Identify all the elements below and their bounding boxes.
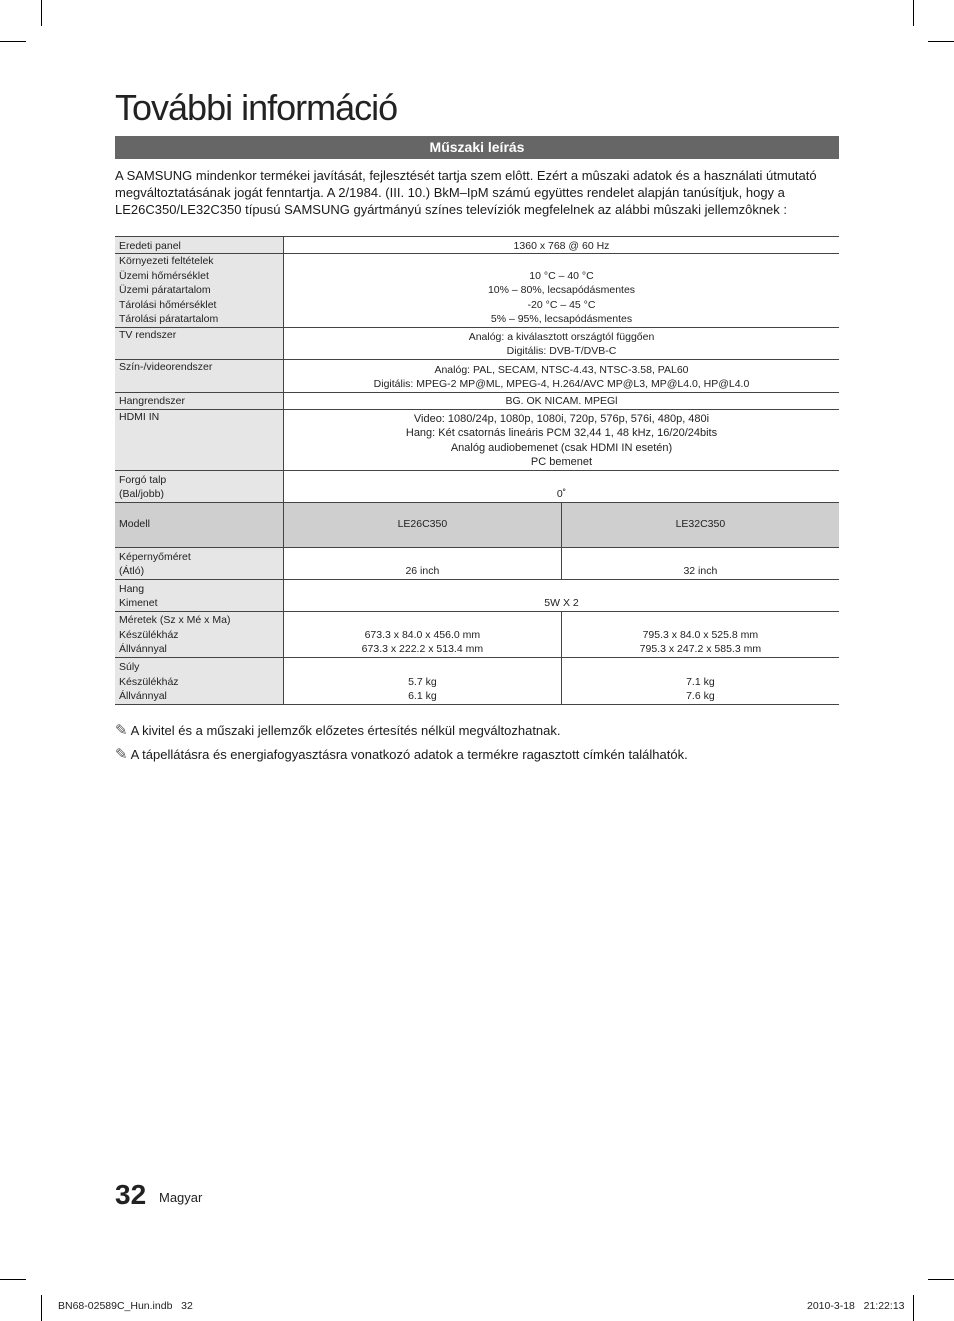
spec-value: 673.3 x 84.0 x 456.0 mm 673.3 x 222.2 x 513.4 mm (284, 611, 562, 657)
file-info: BN68-02589C_Hun.indb 32 (58, 1300, 193, 1312)
table-row (115, 392, 839, 409)
model-name: LE32C350 (561, 502, 839, 547)
note-text: A kivitel és a műszaki jellemzők előzetes értesítés nélkül megváltozhatnak. (130, 723, 561, 738)
pencil-icon: ✎ (115, 722, 128, 739)
page-title: További információ (115, 87, 398, 128)
table-row (115, 502, 839, 547)
spec-value: Video: 1080/24p, 1080p, 1080i, 720p, 576p, 576i, 480p, 480i Hang: Két csatornás lineáris PCM 32,44 1, 48 kHz, 16/20/24bits Analóg audiobemenet (csak HDMI IN esetén) PC bemenet (405, 412, 718, 468)
spec-label: Környezeti feltételek Üzemi hőmérséklet Üzemi páratartalom Tárolási hőmérséklet Tárolási páratartalom (115, 254, 284, 328)
table-row (115, 470, 839, 502)
crop-mark (41, 0, 42, 26)
table-row (115, 237, 839, 254)
spec-table (115, 236, 839, 705)
spec-value: 32 inch (683, 565, 718, 577)
crop-mark (913, 0, 914, 26)
spec-value: BG. OK NICAM. MPEGl (505, 395, 618, 407)
model-name: LE26C350 (284, 502, 562, 547)
table-row (115, 611, 839, 657)
spec-value: 10 °C – 40 °C 10% – 80%, lecsapódásmentes -20 °C – 45 °C 5% – 95%, lecsapódásmentes (487, 269, 636, 325)
table-row (115, 254, 839, 328)
spec-value: 0˚ (556, 488, 567, 500)
spec-value: Analóg: PAL, SECAM, NTSC-4.43, NTSC-3.58, PAL60 Digitális: MPEG-2 MP@ML, MPEG-4, H.264/AVC MP@L3, MP@L4.0, HP@L4.0 (373, 363, 750, 390)
spec-label: Hang Kimenet (115, 579, 284, 611)
note-text: A tápellátásra és energiafogyasztásra vonatkozó adatok a termékre ragasztott címkén találhatók. (130, 747, 688, 762)
spec-label: TV rendszer (115, 327, 284, 359)
crop-mark (41, 1295, 42, 1321)
spec-value: 5.7 kg 6.1 kg (284, 657, 562, 704)
note-item (115, 746, 688, 764)
crop-mark (928, 41, 954, 42)
spec-value: 795.3 x 84.0 x 525.8 mm 795.3 x 247.2 x 585.3 mm (639, 628, 762, 655)
table-row (115, 359, 839, 392)
crop-mark (928, 1279, 954, 1280)
spec-label: Képernyőméret (Átló) (115, 547, 284, 579)
crop-mark (913, 1295, 914, 1321)
intro-paragraph: A SAMSUNG mindenkor termékei javítását, fejlesztését tartja szem elôtt. Ezért a mûszaki adatok és a használati útmutató megváltoztatásának jogát fenntartja. A 2/1984. (III. 10.) BkM–IpM számú együttes rendelet alapján tanúsítjuk, hogy a LE26C350/LE32C350 típusú SAMSUNG gyártmányú színes televíziók megfelelnek az alábbi mûszaki jellemzôknek : (115, 168, 817, 217)
print-timestamp: 2010-3-18 21:22:13 (807, 1300, 905, 1312)
note-item (115, 722, 561, 740)
table-row (115, 327, 839, 359)
spec-label: Forgó talp (Bal/jobb) (115, 470, 284, 502)
language-label: Magyar (159, 1190, 203, 1205)
table-row (115, 657, 839, 704)
page-number: 32 (115, 1179, 147, 1210)
spec-label: HDMI IN (115, 409, 284, 470)
spec-label: Modell (115, 502, 284, 547)
spec-value: 5W X 2 (544, 597, 579, 609)
section-heading: Műszaki leírás (115, 136, 839, 159)
table-row (115, 579, 839, 611)
spec-value: 1360 x 768 @ 60 Hz (513, 239, 610, 252)
spec-value: 26 inch (284, 547, 562, 579)
spec-label: Méretek (Sz x Mé x Ma) Készülékház Állvánnyal (115, 611, 284, 657)
spec-label: Hangrendszer (115, 392, 284, 409)
spec-label: Súly Készülékház Állvánnyal (115, 657, 284, 704)
spec-value: Analóg: a kiválasztott országtól függően Digitális: DVB-T/DVB-C (468, 330, 655, 357)
table-row (115, 547, 839, 579)
crop-mark (0, 1279, 26, 1280)
pencil-icon: ✎ (115, 746, 128, 763)
spec-label: Szín-/videorendszer (115, 359, 284, 392)
spec-value: 7.1 kg 7.6 kg (686, 675, 715, 702)
spec-label: Eredeti panel (115, 237, 284, 254)
crop-mark (0, 41, 26, 42)
table-row (115, 409, 839, 470)
